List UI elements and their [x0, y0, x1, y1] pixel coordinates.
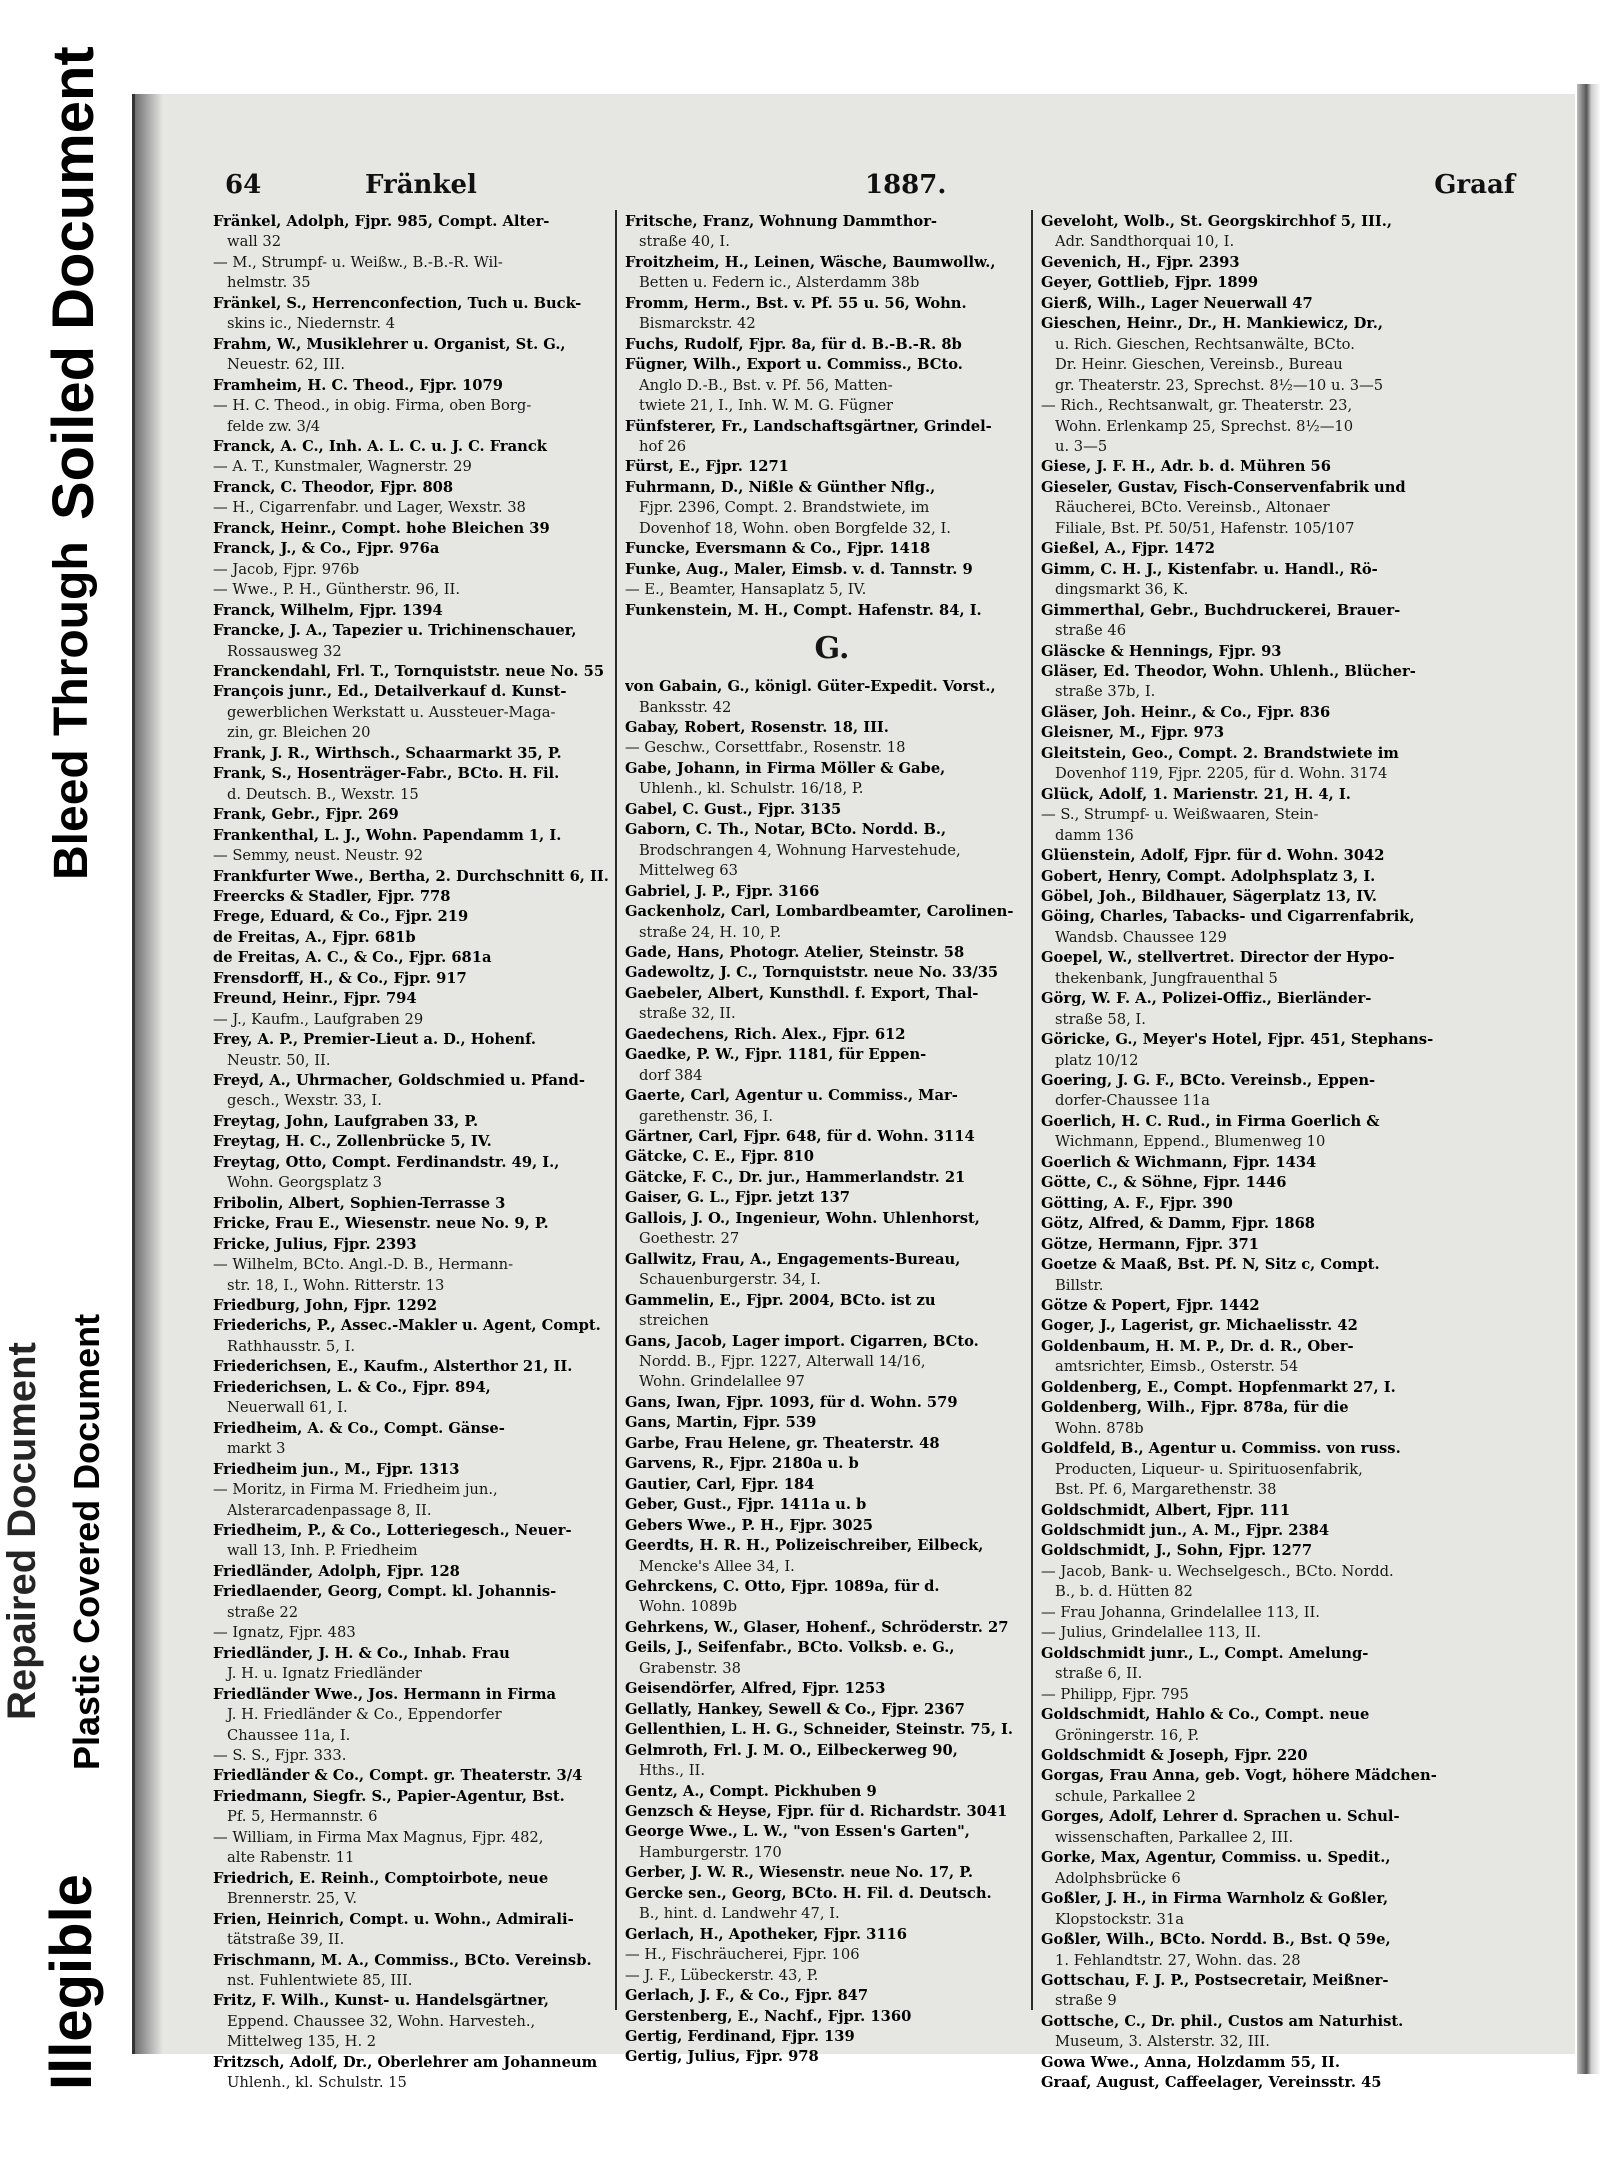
directory-entry: Giese, J. F. H., Adr. b. d. Mühren 56: [1041, 458, 1331, 476]
entry-continuation: Wohn. 1089b: [625, 1598, 737, 1616]
entry-continuation: Producten, Liqueur- u. Spirituosenfabrik,: [1041, 1460, 1363, 1478]
directory-entry: Gerstenberg, E., Nachf., Fjpr. 1360: [625, 2007, 912, 2025]
directory-entry: Gerlach, H., Apotheker, Fjpr. 3116: [625, 1925, 907, 1943]
directory-entry: Friederichsen, E., Kaufm., Alsterthor 21, II.: [213, 1358, 573, 1376]
directory-entry: Franck, Wilhelm, Fjpr. 1394: [213, 601, 443, 619]
directory-entry: Freytag, Otto, Compt. Ferdinandstr. 49, I.,: [213, 1153, 560, 1171]
entry-continuation: amtsrichter, Eimsb., Osterstr. 54: [1041, 1358, 1299, 1376]
directory-entry: de Freitas, A. C., & Co., Fjpr. 681a: [213, 949, 492, 967]
directory-entry: Goldenberg, Wilh., Fjpr. 878a, für die: [1041, 1399, 1349, 1417]
directory-entry: Gans, Jacob, Lager import. Cigarren, BCto.: [625, 1332, 979, 1350]
directory-entry: Gärtner, Carl, Fjpr. 648, für d. Wohn. 3114: [625, 1128, 975, 1146]
directory-entry: Göbel, Joh., Bildhauer, Sägerplatz 13, IV.: [1041, 887, 1378, 905]
entry-continuation: Hths., II.: [625, 1762, 705, 1780]
entry-continuation: Neustr. 50, II.: [213, 1051, 331, 1069]
directory-entry: Glück, Adolf, 1. Marienstr. 21, H. 4, I.: [1041, 785, 1351, 803]
directory-entry: Gelmroth, Frl. J. M. O., Eilbeckerweg 90,: [625, 1741, 958, 1759]
directory-entry: — William, in Firma Max Magnus, Fjpr. 482,: [213, 1828, 544, 1846]
entry-continuation: Mittelweg 135, H. 2: [213, 2033, 377, 2051]
entry-continuation: skins ic., Niedernstr. 4: [213, 315, 396, 333]
directory-entry: Gentz, A., Compt. Pickhuben 9: [625, 1782, 877, 1800]
entry-continuation: straße 46: [1041, 622, 1127, 640]
directory-entry: Frey, A. P., Premier-Lieut a. D., Hohenf.: [213, 1031, 537, 1049]
directory-entry: Franck, A. C., Inh. A. L. C. u. J. C. Franck: [213, 437, 547, 455]
directory-entry: Gottschau, F. J. P., Postsecretair, Meißner-: [1041, 1971, 1389, 1989]
entry-continuation: Grabenstr. 38: [625, 1659, 741, 1677]
directory-entry: Gammelin, E., Fjpr. 2004, BCto. ist zu: [625, 1291, 936, 1309]
entry-continuation: Anglo D.-B., Bst. v. Pf. 56, Matten-: [625, 376, 893, 394]
directory-entry: Goßler, J. H., in Firma Warnholz & Goßler,: [1041, 1890, 1389, 1908]
directory-entry: — Semmy, neust. Neustr. 92: [213, 847, 423, 865]
directory-entry: Genzsch & Heyse, Fjpr. für d. Richardstr. 3041: [625, 1802, 1008, 1820]
directory-entry: Franck, J., & Co., Fjpr. 976a: [213, 540, 440, 558]
directory-entry: Froitzheim, H., Leinen, Wäsche, Baumwollw.,: [625, 253, 996, 271]
directory-entry: Friedheim, A. & Co., Compt. Gänse-: [213, 1419, 505, 1437]
directory-entry: Gehrkens, W., Glaser, Hohenf., Schröderstr. 27: [625, 1618, 1009, 1636]
directory-entry: Geber, Gust., Fjpr. 1411a u. b: [625, 1496, 867, 1514]
directory-entry: Gaerte, Carl, Agentur u. Commiss., Mar-: [625, 1087, 958, 1105]
entry-continuation: Museum, 3. Alsterstr. 32, III.: [1041, 2033, 1270, 2051]
entry-continuation: u. 3—5: [1041, 437, 1108, 455]
entry-continuation: alte Rabenstr. 11: [213, 1849, 355, 1867]
directory-entry: Goerlich & Wichmann, Fjpr. 1434: [1041, 1153, 1317, 1171]
entry-continuation: B., hint. d. Landwehr 47, I.: [625, 1905, 840, 1923]
entry-continuation: J. H. Friedländer & Co., Eppendorfer: [213, 1706, 502, 1724]
directory-entry: Geils, J., Seifenfabr., BCto. Volksb. e. G.,: [625, 1639, 955, 1657]
directory-entry: Fricke, Frau E., Wiesenstr. neue No. 9, P.: [213, 1215, 549, 1233]
directory-entry: — Moritz, in Firma M. Friedheim jun.,: [213, 1481, 498, 1499]
directory-entry: Friedmann, Siegfr. S., Papier-Agentur, Bst.: [213, 1787, 565, 1805]
directory-entry: Gläscke & Hennings, Fjpr. 93: [1041, 642, 1282, 660]
directory-entry: Friedheim jun., M., Fjpr. 1313: [213, 1460, 460, 1478]
directory-entry: Frischmann, M. A., Commiss., BCto. Vereinsb.: [213, 1951, 592, 1969]
directory-entry: — Ignatz, Fjpr. 483: [213, 1624, 356, 1642]
directory-entry: Gorgas, Frau Anna, geb. Vogt, höhere Mädchen-: [1041, 1767, 1437, 1785]
entry-continuation: Neuestr. 62, III.: [213, 356, 345, 374]
directory-entry: Gaiser, G. L., Fjpr. jetzt 137: [625, 1189, 851, 1207]
directory-entry: Gieschen, Heinr., Dr., H. Mankiewicz, Dr.,: [1041, 315, 1384, 333]
directory-entry: Gorges, Adolf, Lehrer d. Sprachen u. Schul-: [1041, 1808, 1400, 1826]
entry-continuation: zin, gr. Bleichen 20: [213, 724, 371, 742]
entry-continuation: Rossausweg 32: [213, 642, 342, 660]
entry-continuation: Klopstockstr. 31a: [1041, 1910, 1184, 1928]
entry-continuation: Wohn. 878b: [1041, 1419, 1144, 1437]
entry-continuation: 1. Fehlandtstr. 27, Wohn. das. 28: [1041, 1951, 1301, 1969]
directory-column-2: [625, 212, 1039, 2068]
page-edge: [1577, 84, 1600, 2074]
directory-entry: Gläser, Ed. Theodor, Wohn. Uhlenh., Blücher-: [1041, 662, 1416, 680]
directory-entry: Gevenich, H., Fjpr. 2393: [1041, 253, 1240, 271]
entry-continuation: Wandsb. Chaussee 129: [1041, 928, 1227, 946]
entry-continuation: Chaussee 11a, I.: [213, 1726, 351, 1744]
directory-entry: Gackenholz, Carl, Lombardbeamter, Carolinen-: [625, 903, 1014, 921]
directory-entry: Fränkel, Adolph, Fjpr. 985, Compt. Alter-: [213, 213, 550, 230]
directory-entry: Gaebeler, Albert, Kunsthdl. f. Export, Thal-: [625, 984, 979, 1002]
directory-entry: Friedländer, Adolph, Fjpr. 128: [213, 1562, 460, 1580]
directory-entry: Gellatly, Hankey, Sewell & Co., Fjpr. 2367: [625, 1700, 965, 1718]
entry-continuation: Filiale, Bst. Pf. 50/51, Hafenstr. 105/107: [1041, 519, 1355, 537]
stamp-soiled-document: Soiled Document: [41, 46, 106, 520]
directory-entry: Gabel, C. Gust., Fjpr. 3135: [625, 800, 842, 818]
directory-entry: — Geschw., Corsettfabr., Rosenstr. 18: [625, 739, 906, 757]
directory-entry: Götz, Alfred, & Damm, Fjpr. 1868: [1041, 1215, 1316, 1233]
entry-continuation: Hamburgerstr. 170: [625, 1843, 782, 1861]
directory-entry: Framheim, H. C. Theod., Fjpr. 1079: [213, 376, 503, 394]
entry-continuation: dorf 384: [625, 1066, 703, 1084]
entry-continuation: twiete 21, I., Inh. W. M. G. Fügner: [625, 397, 894, 415]
entry-continuation: Gröningerstr. 16, P.: [1041, 1726, 1200, 1744]
directory-entry: Götze & Popert, Fjpr. 1442: [1041, 1297, 1260, 1315]
directory-entry: Geyer, Gottlieb, Fjpr. 1899: [1041, 274, 1259, 292]
directory-entry: Friederichs, P., Assec.-Makler u. Agent, Compt.: [213, 1317, 601, 1335]
directory-entry: Gerber, J. W. R., Wiesenstr. neue No. 17, P.: [625, 1864, 974, 1882]
entry-continuation: Wohn. Grindelallee 97: [625, 1373, 805, 1391]
directory-entry: Frien, Heinrich, Compt. u. Wohn., Admirali-: [213, 1910, 574, 1928]
directory-entry: Fritzsch, Adolf, Dr., Oberlehrer am Johanneum: [213, 2053, 598, 2071]
directory-entry: Funke, Aug., Maler, Eimsb. v. d. Tannstr. 9: [625, 560, 973, 578]
directory-entry: — Frau Johanna, Grindelallee 113, II.: [1041, 1603, 1320, 1621]
directory-entry: — Jacob, Bank- u. Wechselgesch., BCto. Nordd.: [1041, 1562, 1394, 1580]
entry-continuation: straße 24, H. 10, P.: [625, 923, 782, 941]
entry-continuation: Räucherei, BCto. Vereinsb., Altonaer: [1041, 499, 1330, 517]
directory-entry: Gade, Hans, Photogr. Atelier, Steinstr. 58: [625, 943, 965, 961]
page-header: [225, 170, 1515, 210]
directory-column-3: [1041, 212, 1455, 2094]
directory-entry: Friedländer & Co., Compt. gr. Theaterstr. 3/4: [213, 1767, 583, 1785]
directory-entry: Gercke sen., Georg, BCto. H. Fil. d. Deutsch.: [625, 1884, 992, 1902]
directory-entry: — Wilhelm, BCto. Angl.-D. B., Hermann-: [213, 1256, 514, 1274]
directory-entry: Gertig, Ferdinand, Fjpr. 139: [625, 2027, 855, 2045]
header-first-name: Fränkel: [365, 170, 477, 200]
entry-continuation: u. Rich. Gieschen, Rechtsanwälte, BCto.: [1041, 335, 1355, 353]
directory-entry: Garvens, R., Fjpr. 2180a u. b: [625, 1455, 859, 1473]
directory-entry: Gebers Wwe., P. H., Fjpr. 3025: [625, 1516, 874, 1534]
directory-entry: — H. C. Theod., in obig. Firma, oben Borg-: [213, 397, 532, 415]
directory-entry: Goldschmidt, Hahlo & Co., Compt. neue: [1041, 1706, 1370, 1724]
directory-entry: Gimm, C. H. J., Kistenfabr. u. Handl., Rö-: [1041, 560, 1378, 578]
directory-entry: Fritz, F. Wilh., Kunst- u. Handelsgärtner,: [213, 1992, 550, 2010]
directory-entry: Göricke, G., Meyer's Hotel, Fjpr. 451, Stephans-: [1041, 1031, 1434, 1049]
entry-continuation: streichen: [625, 1312, 709, 1330]
directory-entry: — Philipp, Fjpr. 795: [1041, 1685, 1189, 1703]
entry-continuation: straße 32, II.: [625, 1005, 736, 1023]
directory-entry: Fünfsterer, Fr., Landschaftsgärtner, Grindel-: [625, 417, 992, 435]
entry-continuation: straße 37b, I.: [1041, 683, 1156, 701]
scanned-directory-page: [132, 94, 1575, 2092]
directory-entry: Graaf, August, Caffeelager, Vereinsstr. 45: [1041, 2074, 1382, 2092]
directory-entry: — Julius, Grindelallee 113, II.: [1041, 1624, 1261, 1642]
header-last-name: Graaf: [1434, 170, 1515, 200]
entry-continuation: wissenschaften, Parkallee 2, III.: [1041, 1828, 1294, 1846]
entry-continuation: markt 3: [213, 1440, 286, 1458]
entry-continuation: Mittelweg 63: [625, 862, 738, 880]
entry-continuation: straße 6, II.: [1041, 1665, 1143, 1683]
entry-continuation: Fjpr. 2396, Compt. 2. Brandstwiete, im: [625, 499, 930, 517]
directory-entry: Goering, J. G. F., BCto. Vereinsb., Eppen-: [1041, 1072, 1376, 1090]
entry-continuation: Dovenhof 18, Wohn. oben Borgfelde 32, I.: [625, 519, 951, 537]
entry-continuation: Uhlenh., kl. Schulstr. 15: [213, 2074, 407, 2092]
directory-entry: Goldenbaum, H. M. P., Dr. d. R., Ober-: [1041, 1337, 1354, 1355]
directory-entry: Fribolin, Albert, Sophien-Terrasse 3: [213, 1194, 506, 1212]
directory-entry: Gellenthien, L. H. G., Schneider, Steinstr. 75, I.: [625, 1721, 1014, 1739]
entry-continuation: platz 10/12: [1041, 1051, 1139, 1069]
directory-entry: George Wwe., L. W., "von Essen's Garten",: [625, 1823, 970, 1841]
directory-entry: Freercks & Stadler, Fjpr. 778: [213, 887, 451, 905]
directory-entry: Freytag, H. C., Zollenbrücke 5, IV.: [213, 1133, 492, 1151]
entry-continuation: wall 32: [213, 233, 282, 251]
entry-continuation: Wohn. Georgsplatz 3: [213, 1174, 382, 1192]
directory-entry: Götte, C., & Söhne, Fjpr. 1446: [1041, 1174, 1287, 1192]
entry-continuation: Pf. 5, Hermannstr. 6: [213, 1808, 378, 1826]
directory-entry: Fügner, Wilh., Export u. Commiss., BCto.: [625, 356, 963, 374]
entry-continuation: garethenstr. 36, I.: [625, 1107, 774, 1125]
entry-continuation: damm 136: [1041, 826, 1134, 844]
directory-entry: Goldschmidt junr., L., Compt. Amelung-: [1041, 1644, 1369, 1662]
entry-continuation: straße 58, I.: [1041, 1010, 1146, 1028]
directory-entry: Goerlich, H. C. Rud., in Firma Goerlich &: [1041, 1112, 1380, 1130]
entry-continuation: schule, Parkallee 2: [1041, 1787, 1196, 1805]
header-year: 1887.: [865, 170, 947, 200]
directory-entry: Frankfurter Wwe., Bertha, 2. Durchschnitt 6, II.: [213, 867, 609, 885]
entry-continuation: felde zw. 3/4: [213, 417, 321, 435]
entry-continuation: gewerblichen Werkstatt u. Aussteuer-Maga-: [213, 703, 556, 721]
directory-entry: Gabay, Robert, Rosenstr. 18, III.: [625, 718, 889, 736]
entry-continuation: Alsterarcadenpassage 8, II.: [213, 1501, 432, 1519]
entry-continuation: d. Deutsch. B., Wexstr. 15: [213, 785, 419, 803]
stamp-illegible-bleed-through: Illegible: [39, 1874, 104, 2090]
entry-continuation: Mencke's Allee 34, I.: [625, 1557, 795, 1575]
directory-entry: Friederichsen, L. & Co., Fjpr. 894,: [213, 1378, 491, 1396]
directory-entry: Gans, Martin, Fjpr. 539: [625, 1414, 817, 1432]
page-number: 64: [225, 170, 262, 200]
directory-entry: Fuchs, Rudolf, Fjpr. 8a, für d. B.-B.-R. 8b: [625, 335, 962, 353]
directory-entry: — Wwe., P. H., Güntherstr. 96, II.: [213, 581, 460, 599]
directory-entry: Freytag, John, Laufgraben 33, P.: [213, 1112, 479, 1130]
entry-continuation: Wichmann, Eppend., Blumenweg 10: [1041, 1133, 1326, 1151]
directory-entry: Gehrckens, C. Otto, Fjpr. 1089a, für d.: [625, 1578, 940, 1595]
directory-entry: Goldschmidt jun., A. M., Fjpr. 2384: [1041, 1522, 1330, 1539]
stamp-bleed-through: Bleed Through: [45, 541, 98, 880]
directory-entry: Fuhrmann, D., Nißle & Günther Nflg.,: [625, 478, 936, 496]
entry-continuation: gr. Theaterstr. 23, Sprechst. 8½—10 u. 3—5: [1041, 376, 1384, 394]
entry-continuation: B., b. d. Hütten 82: [1041, 1583, 1193, 1601]
directory-entry: Gleitstein, Geo., Compt. 2. Brandstwiete im: [1041, 744, 1399, 762]
directory-entry: Franckendahl, Frl. T., Tornquiststr. neue No. 55: [213, 662, 605, 680]
entry-continuation: straße 22: [213, 1603, 299, 1621]
entry-continuation: straße 9: [1041, 1992, 1117, 2010]
directory-entry: — H., Fischräucherei, Fjpr. 106: [625, 1946, 860, 1964]
directory-entry: Gläser, Joh. Heinr., & Co., Fjpr. 836: [1041, 703, 1331, 721]
directory-entry: Goetze & Maaß, Bst. Pf. N, Sitz c, Compt.: [1041, 1256, 1380, 1274]
directory-entry: Goldschmidt, Albert, Fjpr. 111: [1041, 1501, 1291, 1519]
directory-entry: Gallois, J. O., Ingenieur, Wohn. Uhlenhorst,: [625, 1209, 980, 1227]
directory-entry: — E., Beamter, Hansaplatz 5, IV.: [625, 581, 867, 599]
directory-entry: Friedburg, John, Fjpr. 1292: [213, 1297, 438, 1315]
directory-entry: Frank, S., Hosenträger-Fabr., BCto. H. Fil.: [213, 765, 560, 783]
directory-entry: Gießel, A., Fjpr. 1472: [1041, 540, 1216, 558]
entry-continuation: Uhlenh., kl. Schulstr. 16/18, P.: [625, 780, 864, 798]
directory-entry: Gaedechens, Rich. Alex., Fjpr. 612: [625, 1025, 906, 1043]
directory-entry: — Rich., Rechtsanwalt, gr. Theaterstr. 23,: [1041, 397, 1353, 415]
directory-entry: Gieseler, Gustav, Fisch-Conservenfabrik und: [1041, 478, 1406, 496]
directory-entry: Garbe, Frau Helene, gr. Theaterstr. 48: [625, 1434, 940, 1452]
entry-continuation: Brennerstr. 25, V.: [213, 1890, 358, 1908]
directory-entry: — S. S., Fjpr. 333.: [213, 1746, 347, 1764]
directory-entry: — Jacob, Fjpr. 976b: [213, 560, 360, 578]
directory-entry: Freyd, A., Uhrmacher, Goldschmied u. Pfand-: [213, 1072, 585, 1090]
directory-entry: Gaborn, C. Th., Notar, BCto. Nordd. B.,: [625, 821, 947, 839]
directory-entry: Freund, Heinr., Fjpr. 794: [213, 990, 417, 1008]
entry-continuation: Adolphsbrücke 6: [1041, 1869, 1181, 1887]
directory-entry: — H., Cigarrenfabr. und Lager, Wexstr. 38: [213, 499, 526, 517]
stamp-repaired-document: Repaired Document: [0, 1342, 44, 1720]
directory-entry: Franck, Heinr., Compt. hohe Bleichen 39: [213, 519, 550, 537]
directory-entry: — M., Strumpf- u. Weißw., B.-B.-R. Wil-: [213, 253, 503, 271]
directory-entry: Gans, Iwan, Fjpr. 1093, für d. Wohn. 579: [625, 1393, 958, 1411]
directory-entry: Gorke, Max, Agentur, Commiss. u. Spedit.,: [1041, 1849, 1391, 1867]
directory-column-1: [213, 212, 627, 2094]
directory-entry: Geisendörfer, Alfred, Fjpr. 1253: [625, 1680, 886, 1698]
directory-entry: Geerdts, H. R. H., Polizeischreiber, Eilbeck,: [625, 1537, 984, 1555]
directory-entry: Gabriel, J. P., Fjpr. 3166: [625, 882, 820, 900]
page-spine-shadow: [135, 94, 163, 2054]
entry-continuation: straße 40, I.: [625, 233, 730, 251]
directory-entry: G.: [814, 631, 850, 667]
directory-entry: Görg, W. F. A., Polizei-Offiz., Bierländer-: [1041, 990, 1372, 1008]
entry-continuation: wall 13, Inh. P. Friedheim: [213, 1542, 418, 1560]
directory-entry: Geveloht, Wolb., St. Georgskirchhof 5, III.,: [1041, 213, 1393, 230]
directory-entry: Friedländer, J. H. & Co., Inhab. Frau: [213, 1644, 510, 1662]
directory-entry: — A. T., Kunstmaler, Wagnerstr. 29: [213, 458, 472, 476]
entry-continuation: gesch., Wexstr. 33, I.: [213, 1092, 382, 1110]
entry-continuation: dingsmarkt 36, K.: [1041, 581, 1189, 599]
directory-entry: Funkenstein, M. H., Compt. Hafenstr. 84, I.: [625, 601, 982, 619]
directory-entry: Gerlach, J. F., & Co., Fjpr. 847: [625, 1987, 869, 2005]
archive-stamp-strip: [0, 0, 128, 2177]
directory-entry: Friedlaender, Georg, Compt. kl. Johannis-: [213, 1583, 557, 1601]
directory-entry: Gadewoltz, J. C., Tornquiststr. neue No. 33/35: [625, 964, 999, 982]
directory-entry: Frege, Eduard, & Co., Fjpr. 219: [213, 908, 469, 926]
entry-continuation: Wohn. Erlenkamp 25, Sprechst. 8½—10: [1041, 417, 1354, 435]
directory-entry: Gaedke, P. W., Fjpr. 1181, für Eppen-: [625, 1046, 927, 1064]
directory-entry: Gautier, Carl, Fjpr. 184: [625, 1475, 815, 1493]
entry-continuation: Banksstr. 42: [625, 698, 732, 716]
directory-entry: Friedheim, P., & Co., Lotteriegesch., Neuer-: [213, 1522, 572, 1539]
entry-continuation: Schauenburgerstr. 34, I.: [625, 1271, 821, 1289]
directory-entry: Gierß, Wilh., Lager Neuerwall 47: [1041, 294, 1313, 312]
entry-continuation: Adr. Sandthorquai 10, I.: [1041, 233, 1235, 251]
entry-continuation: thekenbank, Jungfrauenthal 5: [1041, 969, 1278, 987]
entry-continuation: Nordd. B., Fjpr. 1227, Alterwall 14/16,: [625, 1353, 926, 1371]
directory-entry: Gätcke, F. C., Dr. jur., Hammerlandstr. 21: [625, 1168, 966, 1186]
entry-continuation: dorfer-Chaussee 11a: [1041, 1092, 1210, 1110]
directory-entry: François junr., Ed., Detailverkauf d. Kunst-: [213, 683, 567, 701]
directory-entry: Goldschmidt, J., Sohn, Fjpr. 1277: [1041, 1542, 1313, 1560]
directory-entry: Gleisner, M., Fjpr. 973: [1041, 724, 1225, 742]
directory-entry: Francke, J. A., Tapezier u. Trichinenschauer,: [213, 622, 577, 640]
directory-entry: Gowa Wwe., Anna, Holzdamm 55, II.: [1041, 2053, 1341, 2071]
directory-entry: Friedländer Wwe., Jos. Hermann in Firma: [213, 1685, 557, 1703]
directory-entry: — J. F., Lübeckerstr. 43, P.: [625, 1966, 819, 1984]
directory-entry: Fränkel, S., Herrenconfection, Tuch u. Buck-: [213, 294, 582, 312]
entry-continuation: hof 26: [625, 437, 687, 455]
directory-entry: Goger, J., Lagerist, gr. Michaelisstr. 42: [1041, 1317, 1358, 1335]
entry-continuation: J. H. u. Ignatz Friedländer: [213, 1665, 422, 1683]
directory-entry: de Freitas, A., Fjpr. 681b: [213, 928, 416, 946]
entry-continuation: str. 18, I., Wohn. Ritterstr. 13: [213, 1276, 445, 1294]
entry-continuation: Bst. Pf. 6, Margarethenstr. 38: [1041, 1481, 1277, 1499]
directory-entry: Fritsche, Franz, Wohnung Dammthor-: [625, 213, 938, 230]
directory-entry: Gabe, Johann, in Firma Möller & Gabe,: [625, 759, 946, 777]
directory-entry: Frank, J. R., Wirthsch., Schaarmarkt 35, P.: [213, 744, 562, 762]
directory-entry: — J., Kaufm., Laufgraben 29: [213, 1010, 424, 1028]
directory-entry: Götze, Hermann, Fjpr. 371: [1041, 1235, 1259, 1253]
entry-continuation: Brodschrangen 4, Wohnung Harvestehude,: [625, 841, 961, 859]
entry-continuation: Neuerwall 61, I.: [213, 1399, 348, 1417]
entry-continuation: Betten u. Federn ic., Alsterdamm 38b: [625, 274, 920, 292]
entry-continuation: Billstr.: [1041, 1276, 1104, 1294]
directory-entry: Goepel, W., stellvertret. Director der Hypo-: [1041, 949, 1395, 967]
entry-continuation: Bismarckstr. 42: [625, 315, 756, 333]
directory-entry: von Gabain, G., königl. Güter-Expedit. Vorst.,: [625, 678, 996, 696]
directory-entry: Gallwitz, Frau, A., Engagements-Bureau,: [625, 1250, 961, 1268]
directory-entry: Gottsche, C., Dr. phil., Custos am Naturhist.: [1041, 2012, 1404, 2030]
directory-entry: Gimmerthal, Gebr., Buchdruckerei, Brauer-: [1041, 601, 1401, 619]
directory-entry: Friedrich, E. Reinh., Comptoirbote, neue: [213, 1869, 549, 1887]
directory-entry: Frankenthal, L. J., Wohn. Papendamm 1, I.: [213, 826, 562, 844]
directory-entry: Fürst, E., Fjpr. 1271: [625, 458, 789, 476]
directory-entry: Fricke, Julius, Fjpr. 2393: [213, 1235, 417, 1253]
directory-entry: Goldfeld, B., Agentur u. Commiss. von russ.: [1041, 1440, 1401, 1458]
directory-entry: Gätcke, C. E., Fjpr. 810: [625, 1148, 815, 1166]
directory-entry: Götting, A. F., Fjpr. 390: [1041, 1194, 1233, 1212]
directory-entry: Goldenberg, E., Compt. Hopfenmarkt 27, I.: [1041, 1378, 1396, 1396]
entry-continuation: Eppend. Chaussee 32, Wohn. Harvesteh.,: [213, 2012, 536, 2030]
directory-entry: Franck, C. Theodor, Fjpr. 808: [213, 478, 454, 496]
directory-entry: Gertig, Julius, Fjpr. 978: [625, 2048, 819, 2066]
directory-entry: Glüenstein, Adolf, Fjpr. für d. Wohn. 3042: [1041, 847, 1385, 865]
stamp-plastic-covered: Plastic Covered Document: [66, 1313, 107, 1770]
entry-continuation: tätstraße 39, II.: [213, 1931, 345, 1949]
entry-continuation: nst. Fuhlentwiete 85, III.: [213, 1971, 413, 1989]
directory-entry: Fromm, Herm., Bst. v. Pf. 55 u. 56, Wohn.: [625, 294, 967, 312]
directory-entry: Goldschmidt & Joseph, Fjpr. 220: [1041, 1746, 1308, 1764]
directory-entry: Frensdorff, H., & Co., Fjpr. 917: [213, 969, 467, 987]
entry-continuation: helmstr. 35: [213, 274, 311, 292]
directory-entry: Goßler, Wilh., BCto. Nordd. B., Bst. Q 59e,: [1041, 1931, 1391, 1949]
entry-continuation: Dovenhof 119, Fjpr. 2205, für d. Wohn. 3174: [1041, 765, 1388, 783]
entry-continuation: Goethestr. 27: [625, 1230, 740, 1248]
directory-entry: Göing, Charles, Tabacks- und Cigarrenfabrik,: [1041, 908, 1415, 926]
directory-entry: Frahm, W., Musiklehrer u. Organist, St. G.,: [213, 335, 566, 353]
entry-continuation: Rathhausstr. 5, I.: [213, 1337, 356, 1355]
directory-entry: Funcke, Eversmann & Co., Fjpr. 1418: [625, 540, 931, 558]
directory-entry: Gobert, Henry, Compt. Adolphsplatz 3, I.: [1041, 867, 1376, 885]
directory-entry: — S., Strumpf- u. Weißwaaren, Stein-: [1041, 806, 1319, 824]
directory-entry: Frank, Gebr., Fjpr. 269: [213, 806, 399, 824]
entry-continuation: Dr. Heinr. Gieschen, Vereinsb., Bureau: [1041, 356, 1343, 374]
